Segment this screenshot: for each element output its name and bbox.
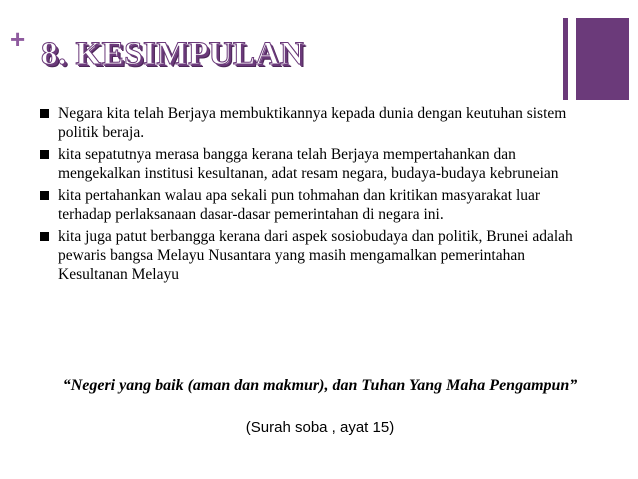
bullet-text: Negara kita telah Berjaya membuktikannya kepada dunia dengan keutuhan sistem politik beraja. — [58, 105, 567, 141]
quote-text: “Negeri yang baik (aman dan makmur), dan Tuhan Yang Maha Pengampun” — [62, 377, 578, 394]
plus-icon: + — [10, 24, 26, 54]
slide-title: 8. KESIMPULAN — [41, 36, 305, 72]
bullet-text: kita pertahankan walau apa sekali pun tohmahan dan kritikan masyarakat luar terhadap perlaksanaan dasar-dasar pemerintahan di negara ini. — [58, 187, 541, 223]
decorative-bars — [563, 18, 629, 100]
quote-citation: (Surah soba , ayat 15) — [245, 419, 395, 436]
bullet-item — [40, 186, 580, 224]
bullet-list — [40, 104, 580, 287]
thin-accent-bar — [563, 18, 568, 100]
square-bullet-icon — [40, 109, 49, 118]
bullet-item — [40, 145, 580, 183]
square-bullet-icon — [40, 232, 49, 241]
square-bullet-icon — [40, 191, 49, 200]
square-bullet-icon — [40, 150, 49, 159]
bullet-text: kita juga patut berbangga kerana dari aspek sosiobudaya dan politik, Brunei adalah pewaris bangsa Melayu Nusantara yang masih mengamalkan pemerintahan Kesultanan Melayu — [58, 228, 573, 283]
bullet-item — [40, 227, 580, 284]
bullet-item — [40, 104, 580, 142]
thick-accent-bar — [576, 18, 629, 100]
bullet-text: kita sepatutnya merasa bangga kerana telah Berjaya mempertahankan dan mengekalkan institusi kesultanan, adat resam negara, budaya-budaya kebruneian — [58, 146, 559, 182]
